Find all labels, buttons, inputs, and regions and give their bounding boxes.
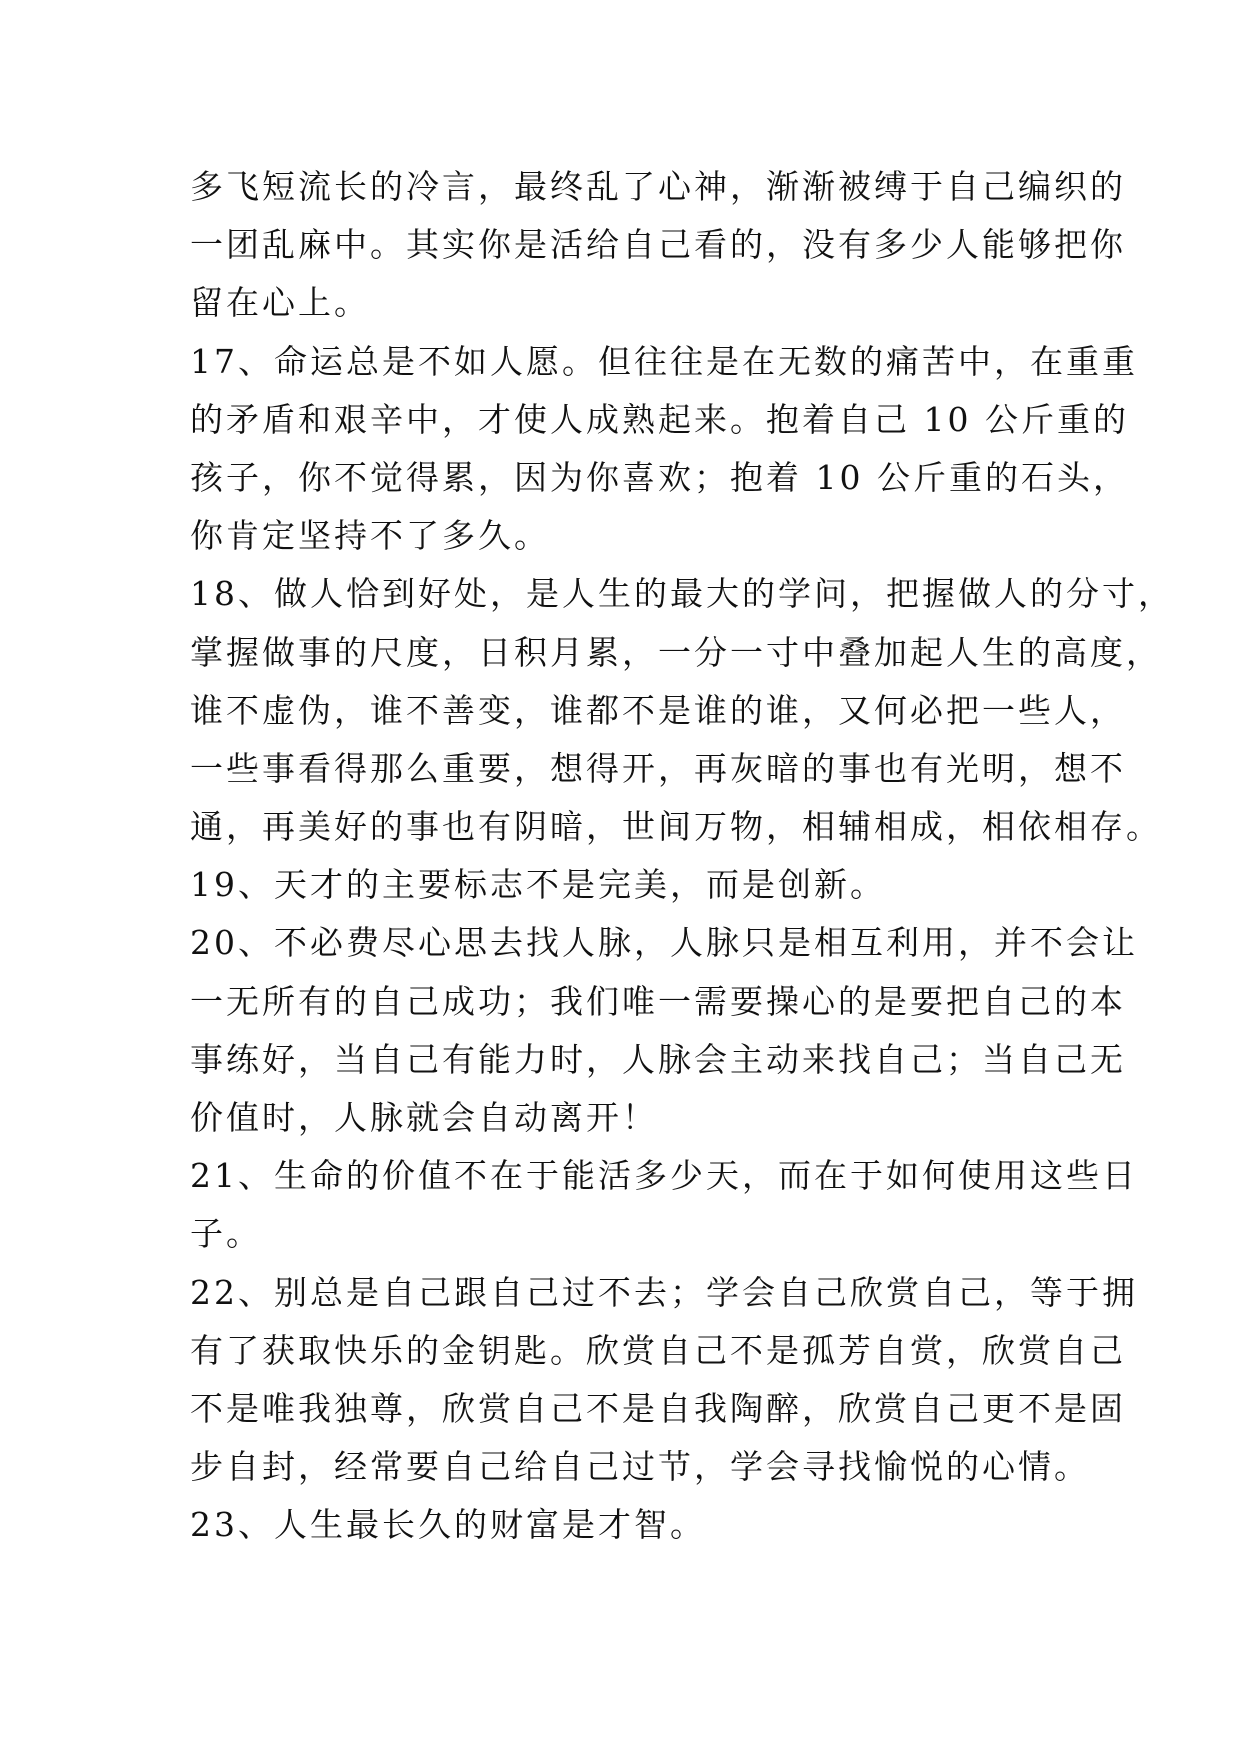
text-line: 一无所有的自己成功；我们唯一需要操心的是要把自己的本 — [190, 981, 1126, 1021]
text-line: 步自封，经常要自己给自己过节，学会寻找愉悦的心情。 — [190, 1447, 1090, 1487]
text-line: 孩子，你不觉得累，因为你喜欢；抱着 10 公斤重的石头， — [190, 457, 1129, 497]
text-line: 18、做人恰到好处，是人生的最大的学问，把握做人的分寸， — [190, 574, 1174, 614]
text-line: 一团乱麻中。其实你是活给自己看的，没有多少人能够把你 — [190, 225, 1126, 265]
text-line: 20、不必费尽心思去找人脉，人脉只是相互利用，并不会让 — [190, 923, 1138, 963]
body-text — [190, 158, 1174, 1555]
text-line: 事练好，当自己有能力时，人脉会主动来找自己；当自己无 — [190, 1039, 1126, 1079]
text-line: 多飞短流长的冷言，最终乱了心神，渐渐被缚于自己编织的 — [190, 167, 1126, 206]
text-line: 通，再美好的事也有阴暗，世间万物，相辅相成，相依相存。 — [190, 807, 1162, 847]
text-line: 一些事看得那么重要，想得开，再灰暗的事也有光明，想不 — [190, 748, 1126, 788]
text-line: 谁不虚伪，谁不善变，谁都不是谁的谁，又何必把一些人， — [190, 690, 1126, 730]
text-line: 不是唯我独尊，欣赏自己不是自我陶醉，欣赏自己更不是固 — [190, 1388, 1126, 1428]
text-line: 23、人生最长久的财富是才智。 — [190, 1505, 706, 1545]
text-line: 17、命运总是不如人愿。但往往是在无数的痛苦中，在重重 — [190, 341, 1138, 381]
text-line: 有了获取快乐的金钥匙。欣赏自己不是孤芳自赏，欣赏自己 — [190, 1330, 1126, 1370]
text-line: 留在心上。 — [190, 283, 370, 323]
text-line: 21、生命的价值不在于能活多少天，而在于如何使用这些日 — [190, 1156, 1138, 1196]
text-line: 掌握做事的尺度，日积月累，一分一寸中叠加起人生的高度， — [190, 632, 1162, 672]
text-line: 子。 — [190, 1214, 262, 1254]
text-line: 的矛盾和艰辛中，才使人成熟起来。抱着自己 10 公斤重的 — [190, 399, 1129, 439]
text-line: 22、别总是自己跟自己过不去；学会自己欣赏自己，等于拥 — [190, 1272, 1138, 1312]
text-line: 价值时，人脉就会自动离开！ — [190, 1098, 658, 1137]
text-line: 19、天才的主要标志不是完美，而是创新。 — [190, 865, 886, 905]
text-line: 你肯定坚持不了多久。 — [190, 516, 550, 556]
